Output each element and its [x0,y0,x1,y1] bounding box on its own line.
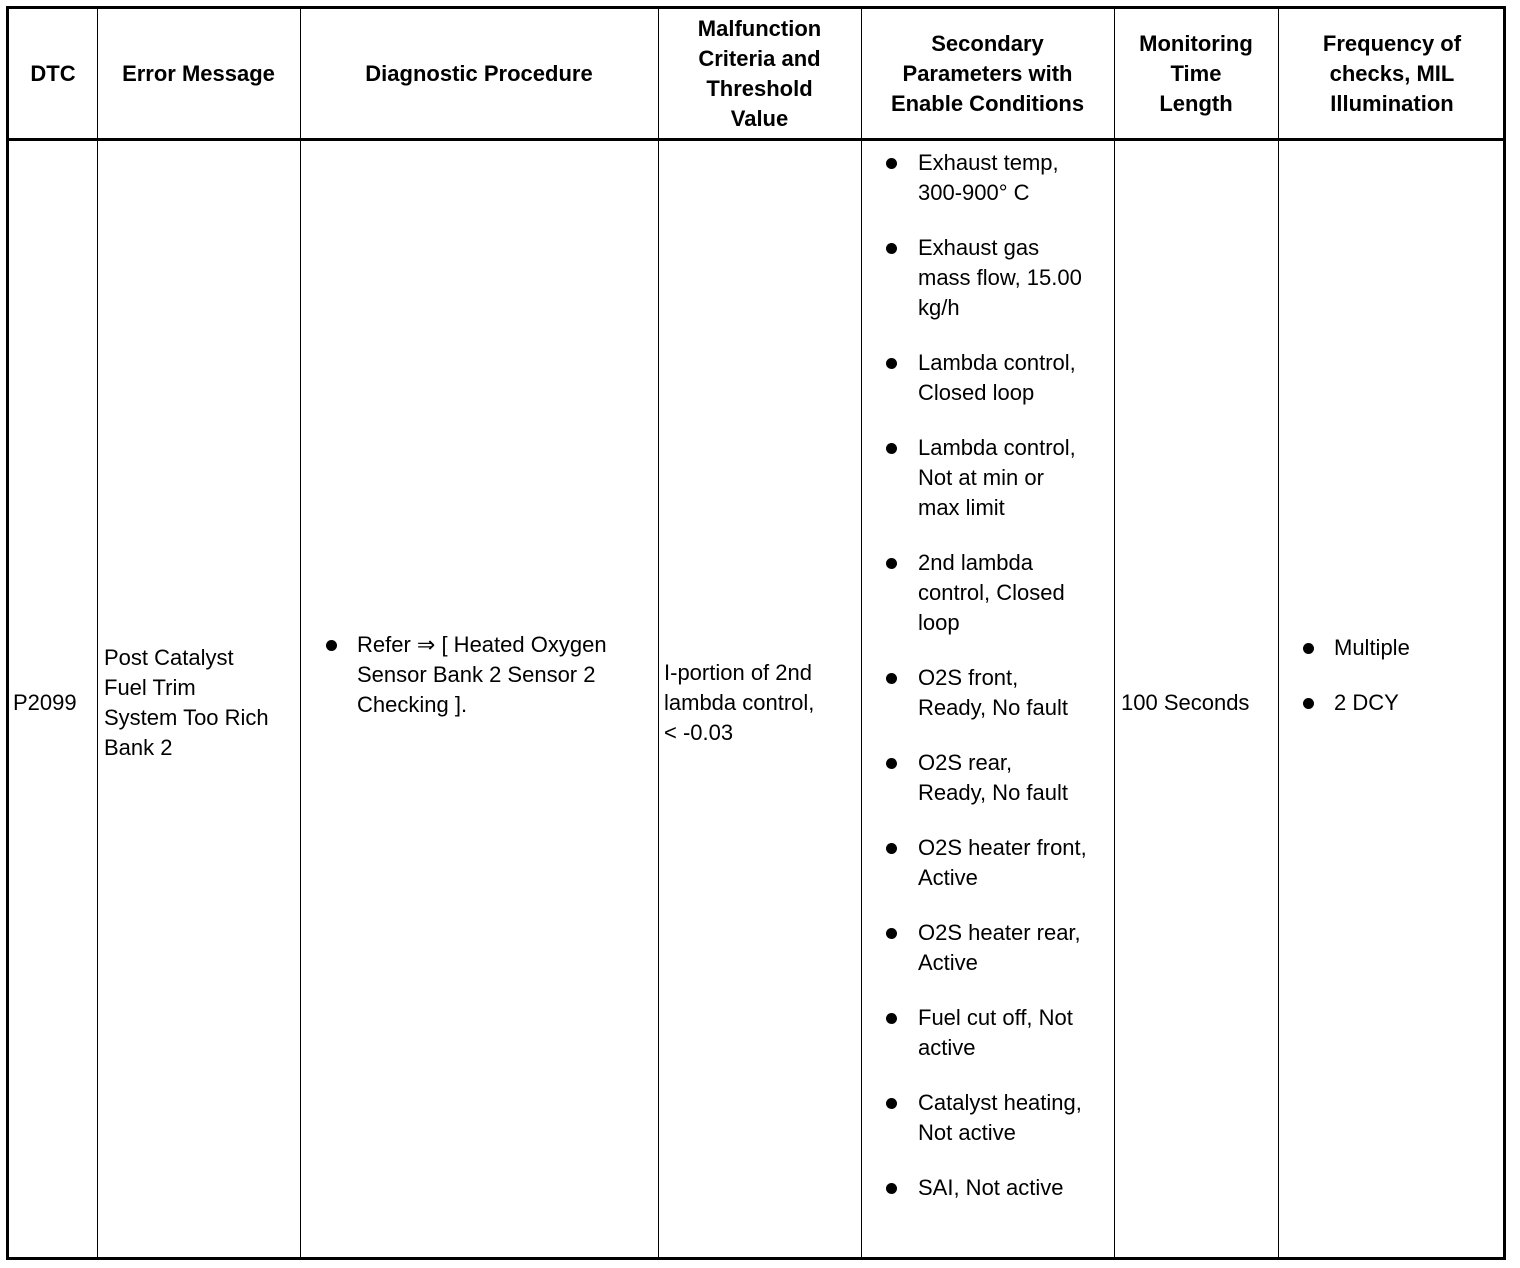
error-message: Post Catalyst Fuel Trim System Too Rich Bank 2 [104,645,269,760]
header-monitoring-time: Monitoring Time Length [1139,30,1253,116]
diagnostic-procedure: Refer ⇒ [ Heated Oxygen Sensor Bank 2 Sensor 2 Checking ]. [357,632,607,717]
column-divider [97,9,98,1257]
bullet-icon [1303,643,1314,654]
column-divider [300,9,301,1257]
header-malfunction-criteria: Malfunction Criteria and Threshold Value [697,15,822,131]
list-item: O2S heater front, Active [918,835,1087,890]
bullet-icon [886,843,897,854]
column-divider [1278,9,1279,1257]
dtc-code: P2099 [13,690,77,715]
header-error-message: Error Message [122,60,275,86]
header-diagnostic-procedure: Diagnostic Procedure [365,60,593,86]
bullet-icon [886,928,897,939]
list-item: Exhaust gas mass flow, 15.00 kg/h [918,235,1082,320]
bullet-icon [886,1098,897,1109]
bullet-icon [886,1013,897,1024]
bullet-icon [886,243,897,254]
list-item: O2S rear, Ready, No fault [918,750,1069,805]
bullet-icon [886,1183,897,1194]
list-item: 2nd lambda control, Closed loop [918,550,1065,635]
list-item: Exhaust temp, 300-900° C [918,150,1059,205]
list-item: Lambda control, Closed loop [918,350,1076,405]
bullet-icon [1303,698,1314,709]
list-item: Catalyst heating, Not active [918,1090,1082,1145]
header-frequency: Frequency of checks, MIL Illumination [1322,30,1462,116]
header-dtc: DTC [30,60,76,86]
bullet-icon [886,358,897,369]
monitoring-time: 100 Seconds [1121,690,1250,715]
list-item: SAI, Not active [918,1175,1064,1200]
list-item: Multiple [1334,635,1410,660]
header-secondary-parameters: Secondary Parameters with Enable Conditions [890,30,1085,116]
column-divider [658,9,659,1257]
list-item: 2 DCY [1334,690,1399,715]
bullet-icon [886,443,897,454]
malfunction-criteria: I-portion of 2nd lambda control, < -0.03 [664,660,815,745]
bullet-icon [886,158,897,169]
list-item: Lambda control, Not at min or max limit [918,435,1076,520]
bullet-icon [886,758,897,769]
column-divider [1114,9,1115,1257]
column-divider [861,9,862,1257]
list-item: O2S heater rear, Active [918,920,1081,975]
dtc-table [6,6,1506,1260]
list-item: Fuel cut off, Not active [918,1005,1073,1060]
list-item: O2S front, Ready, No fault [918,665,1069,720]
bullet-icon [886,558,897,569]
bullet-icon [326,640,337,651]
header-divider [9,138,1503,141]
bullet-icon [886,673,897,684]
